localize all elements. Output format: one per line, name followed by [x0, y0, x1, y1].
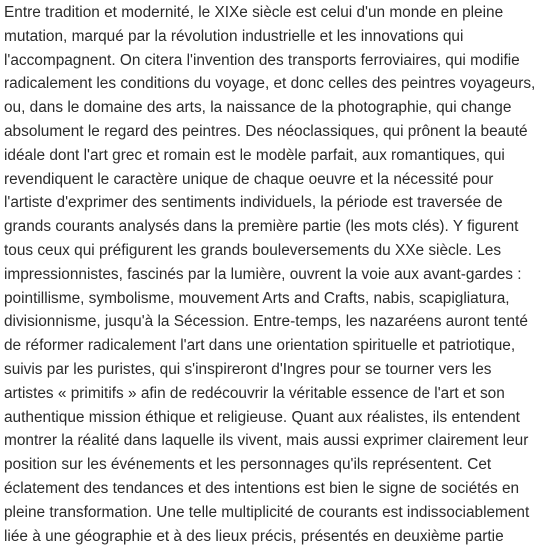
text-line: liée à une géographie et à des lieux précis, présentés en deuxième partie: [4, 527, 504, 545]
text-line: mutation, marqué par la révolution industrielle et les innovations qui: [4, 27, 464, 45]
text-line: l'accompagnent. On citera l'invention des transports ferroviaires, qui modifie: [4, 51, 520, 69]
text-line: de réformer radicalement l'art dans une orientation spirituelle et patriotique,: [4, 337, 516, 355]
text-line: suivis par les puristes, qui s'inspireront d'Ingres pour se tourner vers les: [4, 360, 492, 378]
text-line: l'artiste d'exprimer des sentiments individuels, la période est traversée de: [4, 194, 503, 212]
text-line: montrer la réalité dans laquelle ils vivent, mais aussi exprimer clairement leur: [4, 432, 529, 450]
text-line: divisionnisme, jusqu'à la Sécession. Entre-temps, les nazaréens auront tenté: [4, 313, 528, 331]
text-line: authentique mission éthique et religieuse. Quant aux réalistes, ils entendent: [4, 408, 520, 426]
text-line: radicalement les conditions du voyage, et donc celles des peintres voyageurs,: [4, 75, 535, 93]
text-line: éclatement des tendances et des intentions est bien le signe de sociétés en: [4, 479, 520, 497]
body-paragraph: [4, 1, 535, 548]
text-line: Entre tradition et modernité, le XIXe siècle est celui d'un monde en pleine: [4, 4, 504, 21]
text-line: revendiquent le caractère unique de chaque oeuvre et la nécessité pour: [4, 170, 494, 188]
text-line: artistes « primitifs » afin de redécouvrir la véritable essence de l'art et son: [4, 384, 505, 402]
text-line: ou, dans le domaine des arts, la naissance de la photographie, qui change: [4, 99, 512, 117]
text-line: position sur les événements et les personnages qu'ils représentent. Cet: [4, 456, 492, 474]
text-line: tous ceux qui préfigurent les grands bouleversements du XXe siècle. Les: [4, 241, 502, 259]
text-line: absolument le regard des peintres. Des néoclassiques, qui prônent la beauté: [4, 122, 528, 140]
text-line: grands courants analysés dans la première partie (les mots clés). Y figurent: [4, 218, 519, 236]
text-line: idéale dont l'art grec et romain est le modèle parfait, aux romantiques, qui: [4, 146, 505, 164]
text-line: pointillisme, symbolisme, mouvement Arts and Crafts, nabis, scapigliatura,: [4, 289, 510, 307]
text-line: impressionnistes, fascinés par la lumière, ouvrent la voie aux avant-gardes :: [4, 265, 522, 283]
text-line: pleine transformation. Une telle multiplicité de courants est indissociablement: [4, 503, 530, 521]
